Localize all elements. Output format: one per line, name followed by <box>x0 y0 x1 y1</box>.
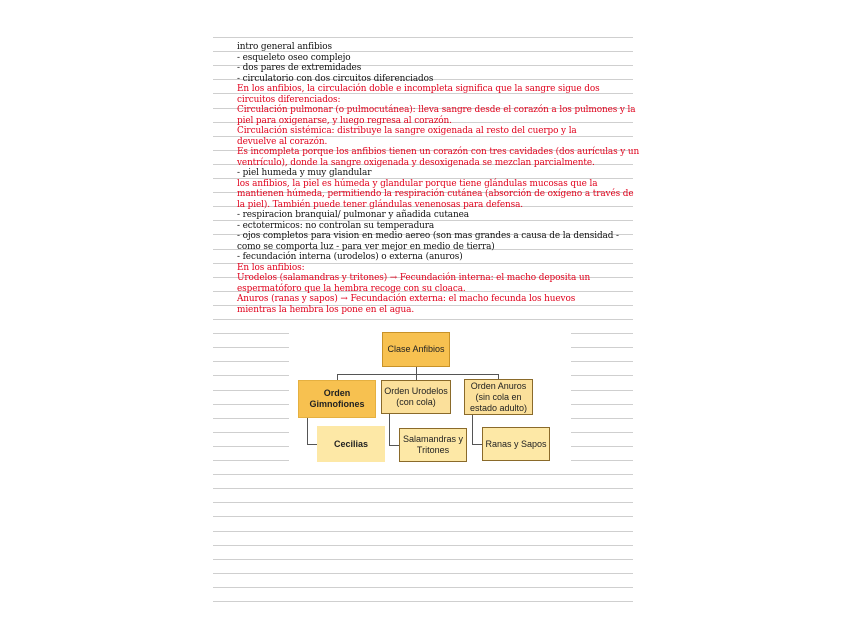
ruled-line <box>213 474 633 475</box>
ruled-line <box>213 516 633 517</box>
note-line: - piel humeda y muy glandular <box>237 168 372 178</box>
connector <box>337 374 499 375</box>
note-line: - ectotermicos: no controlan su temperadura <box>237 220 435 231</box>
note-line: Urodelos (salamandras y tritones) → Fecundación interna: el macho deposita un <box>237 273 591 283</box>
ruled-line <box>213 601 633 602</box>
classification-diagram <box>289 323 571 465</box>
note-line: mantienen húmeda, permitiendo la respiración cutánea (absorción de oxígeno a través de <box>237 189 634 199</box>
connector <box>307 444 317 445</box>
note-line: - fecundación interna (urodelos) o externa (anuros) <box>237 252 463 262</box>
note-line: Circulación pulmonar (o pulmocutánea): lleva sangre desde el corazón a los pulmones y la <box>237 105 636 115</box>
node-orden-gimnofiones: Orden Gimnofiones <box>298 380 376 418</box>
note-line: Circulación sistémica: distribuye la sangre oxigenada al resto del cuerpo y la <box>237 126 577 136</box>
note-line: mientras la hembra los pone en el agua. <box>237 304 415 315</box>
note-line: Anuros (ranas y sapos) → Fecundación externa: el macho fecunda los huevos <box>237 294 576 304</box>
ruled-line <box>213 37 633 38</box>
note-line: circuitos diferenciados: <box>237 94 341 105</box>
note-line: En los anfibios, la circulación doble e incompleta significa que la sangre sigue dos <box>237 84 600 94</box>
node-orden-urodelos: Orden Urodelos (con cola) <box>381 380 451 414</box>
note-line: - respiracion branquial/ pulmonar y añadida cutanea <box>237 210 469 220</box>
node-clase-anfibios: Clase Anfibios <box>382 332 450 367</box>
note-line: En los anfibios: <box>237 262 305 273</box>
ruled-line <box>213 587 633 588</box>
ruled-line <box>213 502 633 503</box>
note-line: - dos pares de extremidades <box>237 63 362 73</box>
note-line: - esqueleto oseo complejo <box>237 52 351 63</box>
note-line: - circulatorio con dos circuitos diferenciados <box>237 73 434 84</box>
ruled-line <box>213 559 633 560</box>
note-line: como se comporta luz - para ver mejor en medio de tierra) <box>237 241 495 252</box>
connector <box>389 445 399 446</box>
note-line: - ojos completos para vision en medio aereo (son mas grandes a causa de la densidad - <box>237 231 619 241</box>
note-line: la piel). También puede tener glándulas venenosas para defensa. <box>237 199 523 210</box>
connector <box>472 415 473 444</box>
note-line: piel para oxigenarse, y luego regresa al corazón. <box>237 115 452 126</box>
note-line: los anfibios, la piel es húmeda y glandular porque tiene glándulas mucosas que la <box>237 178 598 189</box>
node-ranas: Ranas y Sapos <box>482 427 550 461</box>
connector <box>472 444 482 445</box>
ruled-line <box>213 573 633 574</box>
note-line: Es incompleta porque los anfibios tienen un corazón con tres cavidades (dos aurículas y un <box>237 147 640 157</box>
ruled-line <box>213 319 633 320</box>
ruled-line <box>213 488 633 489</box>
note-line: devuelve al corazón. <box>237 136 328 147</box>
note-line: ventrículo), donde la sangre oxigenada y desoxigenada se mezclan parcialmente. <box>237 157 595 168</box>
ruled-line <box>213 531 633 532</box>
connector <box>416 367 417 374</box>
ruled-line <box>213 545 633 546</box>
connector <box>389 414 390 445</box>
node-orden-anuros: Orden Anuros (sin cola en estado adulto) <box>464 379 533 415</box>
connector <box>307 418 308 444</box>
note-line: espermatóforo que la hembra recoge con su cloaca. <box>237 283 466 294</box>
node-salamandras: Salamandras y Tritones <box>399 428 467 462</box>
note-line: intro general anfibios <box>237 42 332 52</box>
node-cecilias: Cecilias <box>317 426 385 462</box>
